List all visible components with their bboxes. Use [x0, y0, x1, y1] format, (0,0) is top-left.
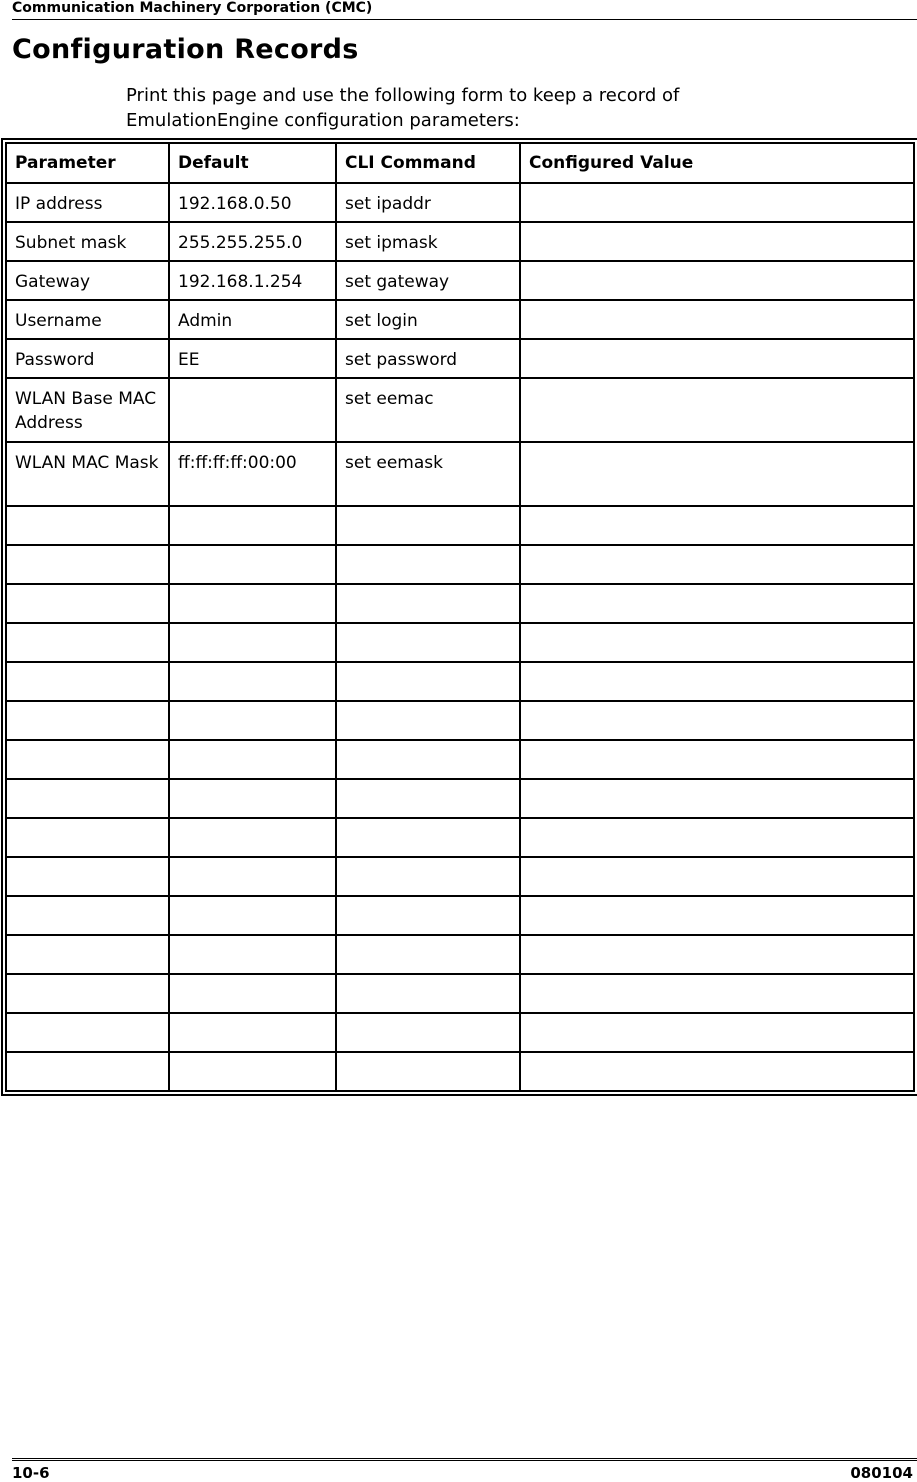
cell-default: 192.168.1.254	[169, 261, 336, 300]
blank-cell-parameter[interactable]	[6, 857, 169, 896]
cell-default: ff:ff:ff:ff:00:00	[169, 442, 336, 506]
blank-cell-default[interactable]	[169, 896, 336, 935]
blank-cell-configured-value[interactable]	[520, 974, 914, 1013]
cell-parameter: Gateway	[6, 261, 169, 300]
blank-table-row	[6, 506, 914, 545]
blank-cell-cli-command[interactable]	[336, 506, 520, 545]
blank-cell-default[interactable]	[169, 1052, 336, 1091]
table-row	[6, 378, 914, 442]
blank-cell-configured-value[interactable]	[520, 623, 914, 662]
blank-cell-parameter[interactable]	[6, 974, 169, 1013]
blank-table-row	[6, 818, 914, 857]
blank-cell-default[interactable]	[169, 545, 336, 584]
header-divider	[12, 19, 917, 20]
blank-cell-default[interactable]	[169, 818, 336, 857]
blank-cell-configured-value[interactable]	[520, 779, 914, 818]
blank-table-row	[6, 545, 914, 584]
blank-cell-default[interactable]	[169, 584, 336, 623]
blank-cell-configured-value[interactable]	[520, 857, 914, 896]
blank-cell-configured-value[interactable]	[520, 701, 914, 740]
column-header-cli-command: CLI Command	[336, 143, 520, 183]
blank-cell-parameter[interactable]	[6, 896, 169, 935]
blank-table-row	[6, 779, 914, 818]
blank-cell-default[interactable]	[169, 857, 336, 896]
blank-table-row	[6, 701, 914, 740]
document-code: 080104	[850, 1464, 913, 1482]
footer-divider	[12, 1458, 917, 1463]
blank-cell-default[interactable]	[169, 506, 336, 545]
blank-cell-default[interactable]	[169, 740, 336, 779]
table-row	[6, 442, 914, 506]
cell-parameter: Subnet mask	[6, 222, 169, 261]
column-header-configured-value: Configured Value	[520, 143, 914, 183]
table-row	[6, 261, 914, 300]
blank-cell-configured-value[interactable]	[520, 740, 914, 779]
blank-cell-configured-value[interactable]	[520, 896, 914, 935]
blank-cell-default[interactable]	[169, 935, 336, 974]
blank-cell-parameter[interactable]	[6, 584, 169, 623]
table-row	[6, 300, 914, 339]
cell-parameter: IP address	[6, 183, 169, 222]
blank-cell-default[interactable]	[169, 974, 336, 1013]
blank-table-row	[6, 584, 914, 623]
table-row	[6, 339, 914, 378]
blank-cell-parameter[interactable]	[6, 1013, 169, 1052]
running-header: Communication Machinery Corporation (CMC)	[12, 0, 373, 16]
cell-cli-command: set eemac	[336, 378, 520, 442]
configuration-table-frame	[1, 138, 917, 1096]
blank-table-row	[6, 896, 914, 935]
configuration-table	[5, 142, 915, 1092]
blank-cell-configured-value[interactable]	[520, 1052, 914, 1091]
cell-cli-command: set password	[336, 339, 520, 378]
blank-cell-configured-value[interactable]	[520, 584, 914, 623]
cell-default: Admin	[169, 300, 336, 339]
cell-default: 255.255.255.0	[169, 222, 336, 261]
blank-table-row	[6, 1052, 914, 1091]
cell-parameter: WLAN MAC Mask	[6, 442, 169, 506]
blank-cell-cli-command[interactable]	[336, 896, 520, 935]
blank-cell-cli-command[interactable]	[336, 545, 520, 584]
blank-table-row	[6, 935, 914, 974]
blank-cell-cli-command[interactable]	[336, 701, 520, 740]
blank-cell-cli-command[interactable]	[336, 857, 520, 896]
blank-cell-configured-value[interactable]	[520, 506, 914, 545]
blank-cell-default[interactable]	[169, 662, 336, 701]
blank-cell-parameter[interactable]	[6, 740, 169, 779]
intro-paragraph: Print this page and use the following form to keep a record of EmulationEngine configuration parameters:	[126, 85, 680, 131]
cell-parameter: Username	[6, 300, 169, 339]
blank-cell-parameter[interactable]	[6, 662, 169, 701]
cell-default: EE	[169, 339, 336, 378]
blank-cell-cli-command[interactable]	[336, 1013, 520, 1052]
cell-configured-value[interactable]	[520, 339, 914, 378]
blank-table-row	[6, 662, 914, 701]
blank-cell-parameter[interactable]	[6, 935, 169, 974]
cell-configured-value[interactable]	[520, 378, 914, 442]
blank-cell-cli-command[interactable]	[336, 662, 520, 701]
blank-cell-configured-value[interactable]	[520, 935, 914, 974]
blank-table-row	[6, 1013, 914, 1052]
blank-table-row	[6, 623, 914, 662]
blank-table-row	[6, 740, 914, 779]
blank-cell-default[interactable]	[169, 779, 336, 818]
blank-table-row	[6, 974, 914, 1013]
blank-cell-parameter[interactable]	[6, 623, 169, 662]
blank-cell-cli-command[interactable]	[336, 935, 520, 974]
cell-cli-command: set gateway	[336, 261, 520, 300]
column-header-parameter: Parameter	[6, 143, 169, 183]
cell-configured-value[interactable]	[520, 261, 914, 300]
table-header-row	[6, 143, 914, 183]
blank-cell-cli-command[interactable]	[336, 779, 520, 818]
blank-cell-default[interactable]	[169, 623, 336, 662]
blank-cell-configured-value[interactable]	[520, 545, 914, 584]
table-row	[6, 183, 914, 222]
blank-cell-parameter[interactable]	[6, 545, 169, 584]
blank-cell-parameter[interactable]	[6, 701, 169, 740]
cell-cli-command: set ipaddr	[336, 183, 520, 222]
blank-cell-default[interactable]	[169, 1013, 336, 1052]
cell-configured-value[interactable]	[520, 442, 914, 506]
blank-cell-cli-command[interactable]	[336, 623, 520, 662]
cell-cli-command: set ipmask	[336, 222, 520, 261]
blank-cell-cli-command[interactable]	[336, 740, 520, 779]
blank-cell-cli-command[interactable]	[336, 1052, 520, 1091]
blank-cell-configured-value[interactable]	[520, 818, 914, 857]
cell-default	[169, 378, 336, 442]
table-row	[6, 222, 914, 261]
cell-configured-value[interactable]	[520, 183, 914, 222]
blank-cell-configured-value[interactable]	[520, 662, 914, 701]
blank-cell-cli-command[interactable]	[336, 818, 520, 857]
blank-cell-parameter[interactable]	[6, 506, 169, 545]
blank-cell-parameter[interactable]	[6, 779, 169, 818]
cell-cli-command: set eemask	[336, 442, 520, 506]
cell-configured-value[interactable]	[520, 222, 914, 261]
blank-cell-parameter[interactable]	[6, 1052, 169, 1091]
page-number: 10-6	[12, 1464, 50, 1482]
cell-parameter: WLAN Base MAC Address	[6, 378, 169, 442]
cell-parameter: Password	[6, 339, 169, 378]
cell-default: 192.168.0.50	[169, 183, 336, 222]
blank-cell-default[interactable]	[169, 701, 336, 740]
blank-cell-cli-command[interactable]	[336, 584, 520, 623]
blank-cell-parameter[interactable]	[6, 818, 169, 857]
cell-configured-value[interactable]	[520, 300, 914, 339]
blank-cell-cli-command[interactable]	[336, 974, 520, 1013]
blank-cell-configured-value[interactable]	[520, 1013, 914, 1052]
cell-cli-command: set login	[336, 300, 520, 339]
column-header-default: Default	[169, 143, 336, 183]
page-title: Configuration Records	[12, 34, 359, 65]
blank-table-row	[6, 857, 914, 896]
